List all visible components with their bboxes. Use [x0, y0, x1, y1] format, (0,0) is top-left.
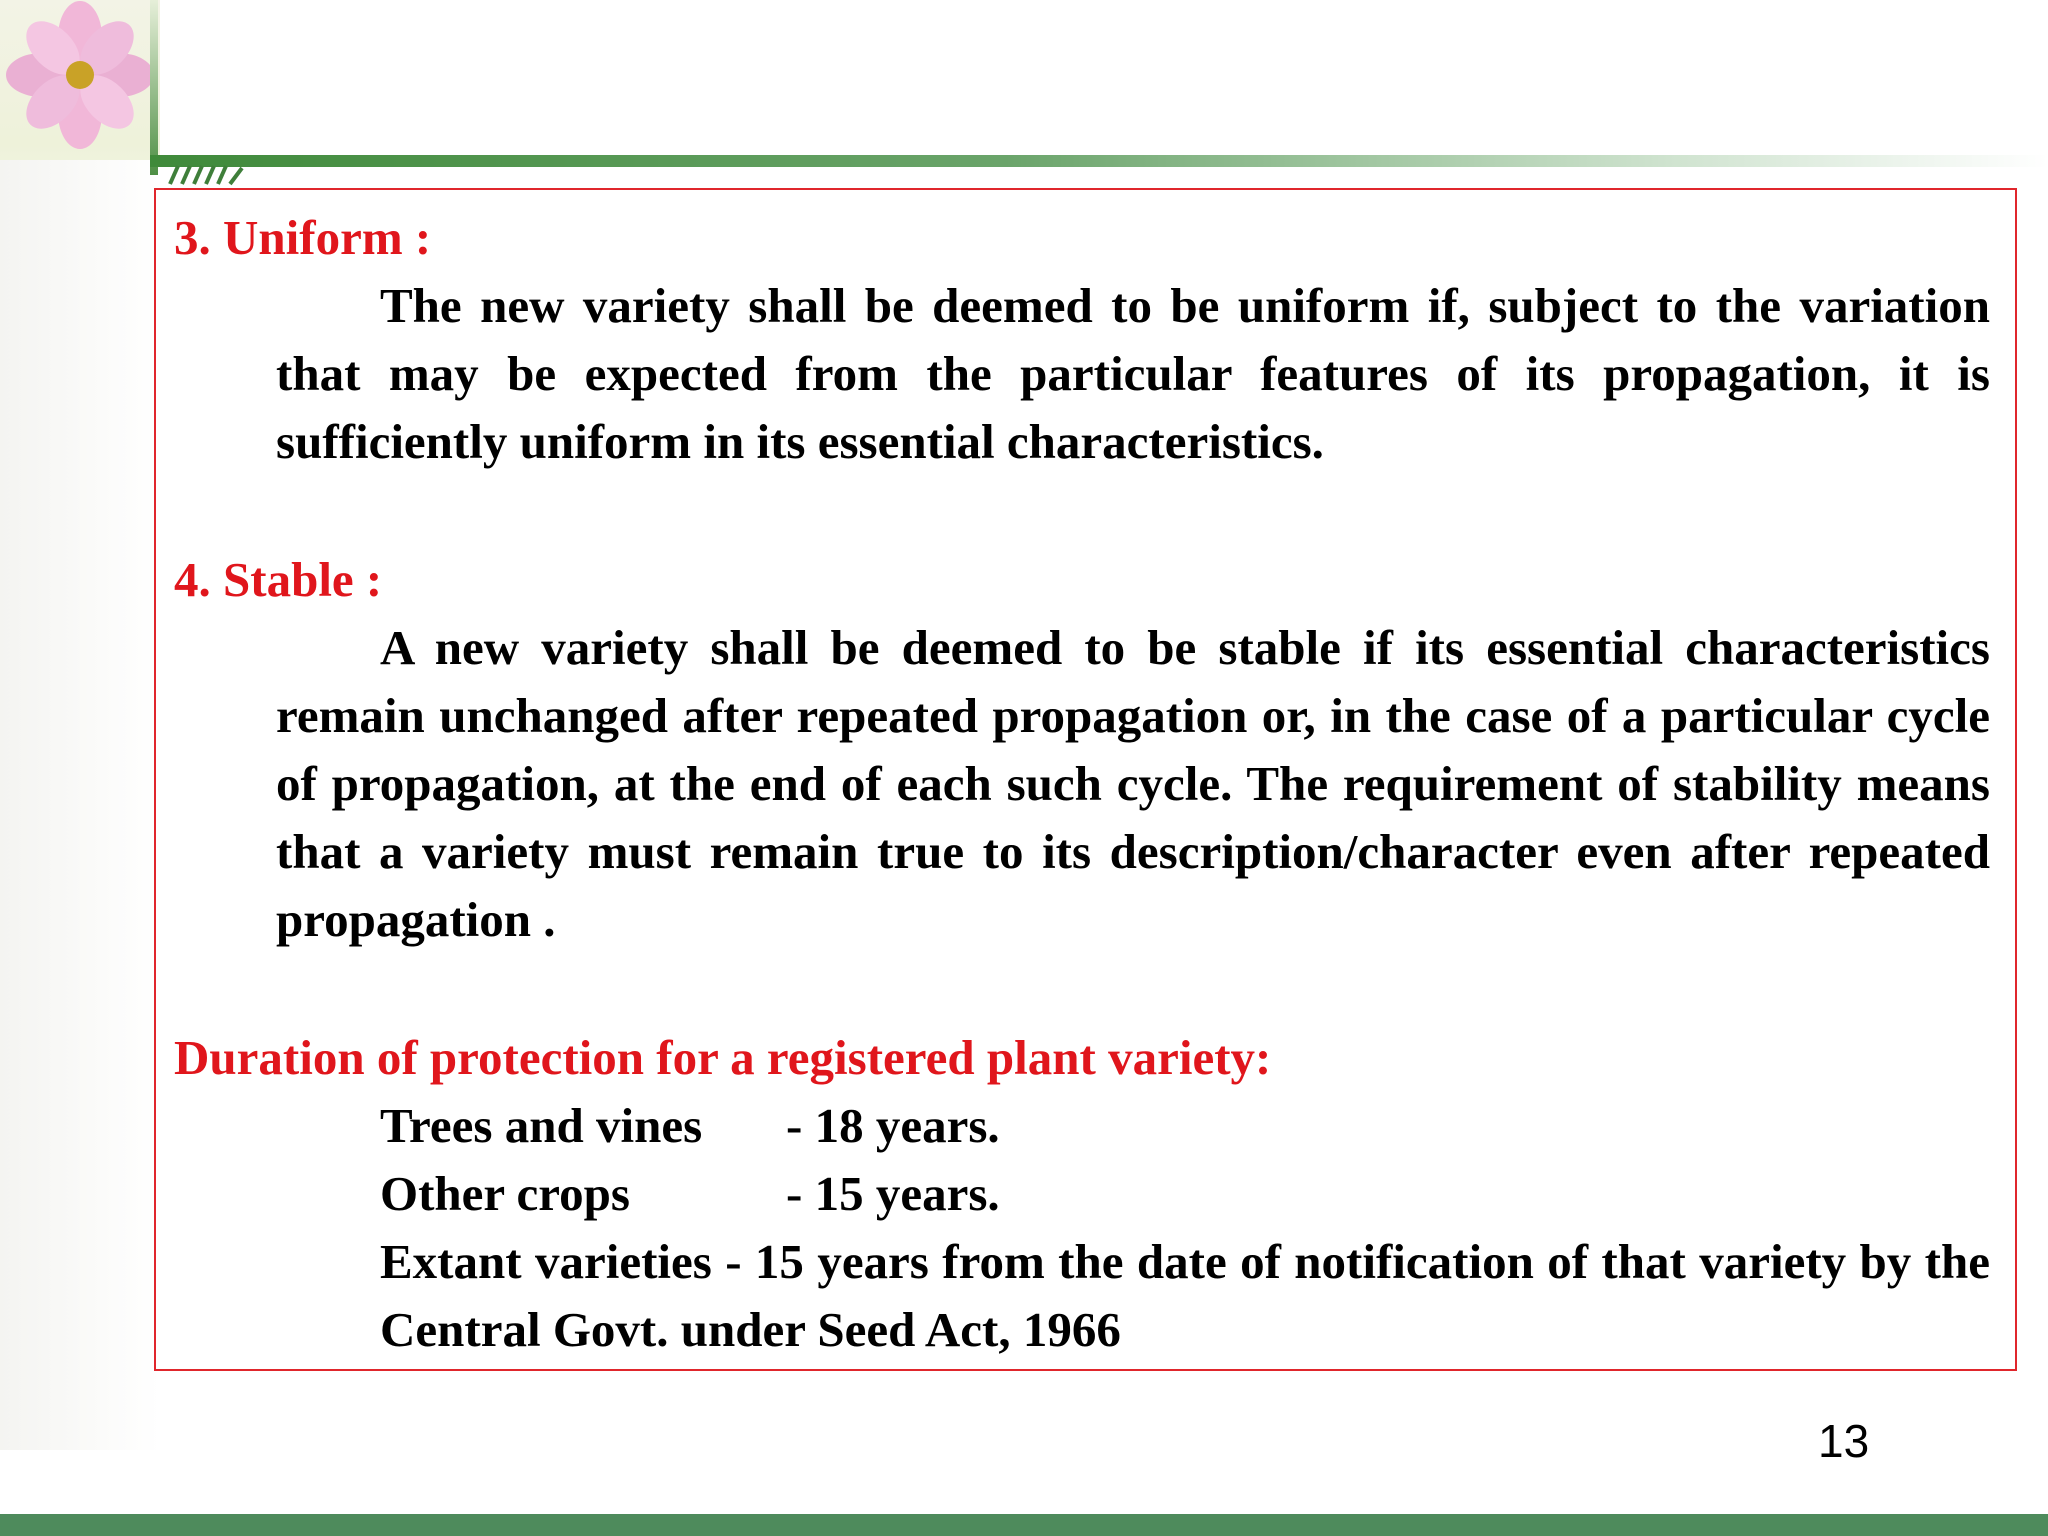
- uniform-body: The new variety shall be deemed to be uniform if, subject to the variation that may be expected from the particular features of its propagation, it is sufficiently uniform in its essential characteristics.: [276, 278, 1990, 469]
- stable-heading: 4. Stable :: [174, 552, 383, 607]
- duration-item-label: Other crops: [380, 1166, 630, 1221]
- left-gradient-panel: [0, 160, 160, 1450]
- duration-item-value: - 15 years.: [786, 1166, 1000, 1221]
- duration-item-label: Trees and vines: [380, 1098, 703, 1153]
- duration-heading: Duration of protection for a registered plant variety:: [174, 1030, 1272, 1085]
- vertical-accent-rule: [150, 0, 158, 175]
- flower-icon: [0, 0, 160, 150]
- stable-body: A new variety shall be deemed to be stable if its essential characteristics remain unchanged after repeated propagation or, in the case of a particular cycle of propagation, at the end of each such cycle. The requirement of stability means that a variety must remain true to its description/character even after repeated propagation .: [276, 620, 1990, 947]
- top-accent-rule: [150, 155, 2048, 167]
- duration-item-extant: Extant varieties - 15 years from the date of notification of that variety by the Central Govt. under Seed Act, 1966: [380, 1234, 1990, 1357]
- bottom-accent-bar: [0, 1514, 2048, 1536]
- uniform-heading: 3. Uniform :: [174, 210, 432, 265]
- duration-item-value: - 18 years.: [786, 1098, 1000, 1153]
- page-number: 13: [1818, 1415, 1870, 1467]
- leaf-sprig-icon: [160, 162, 280, 186]
